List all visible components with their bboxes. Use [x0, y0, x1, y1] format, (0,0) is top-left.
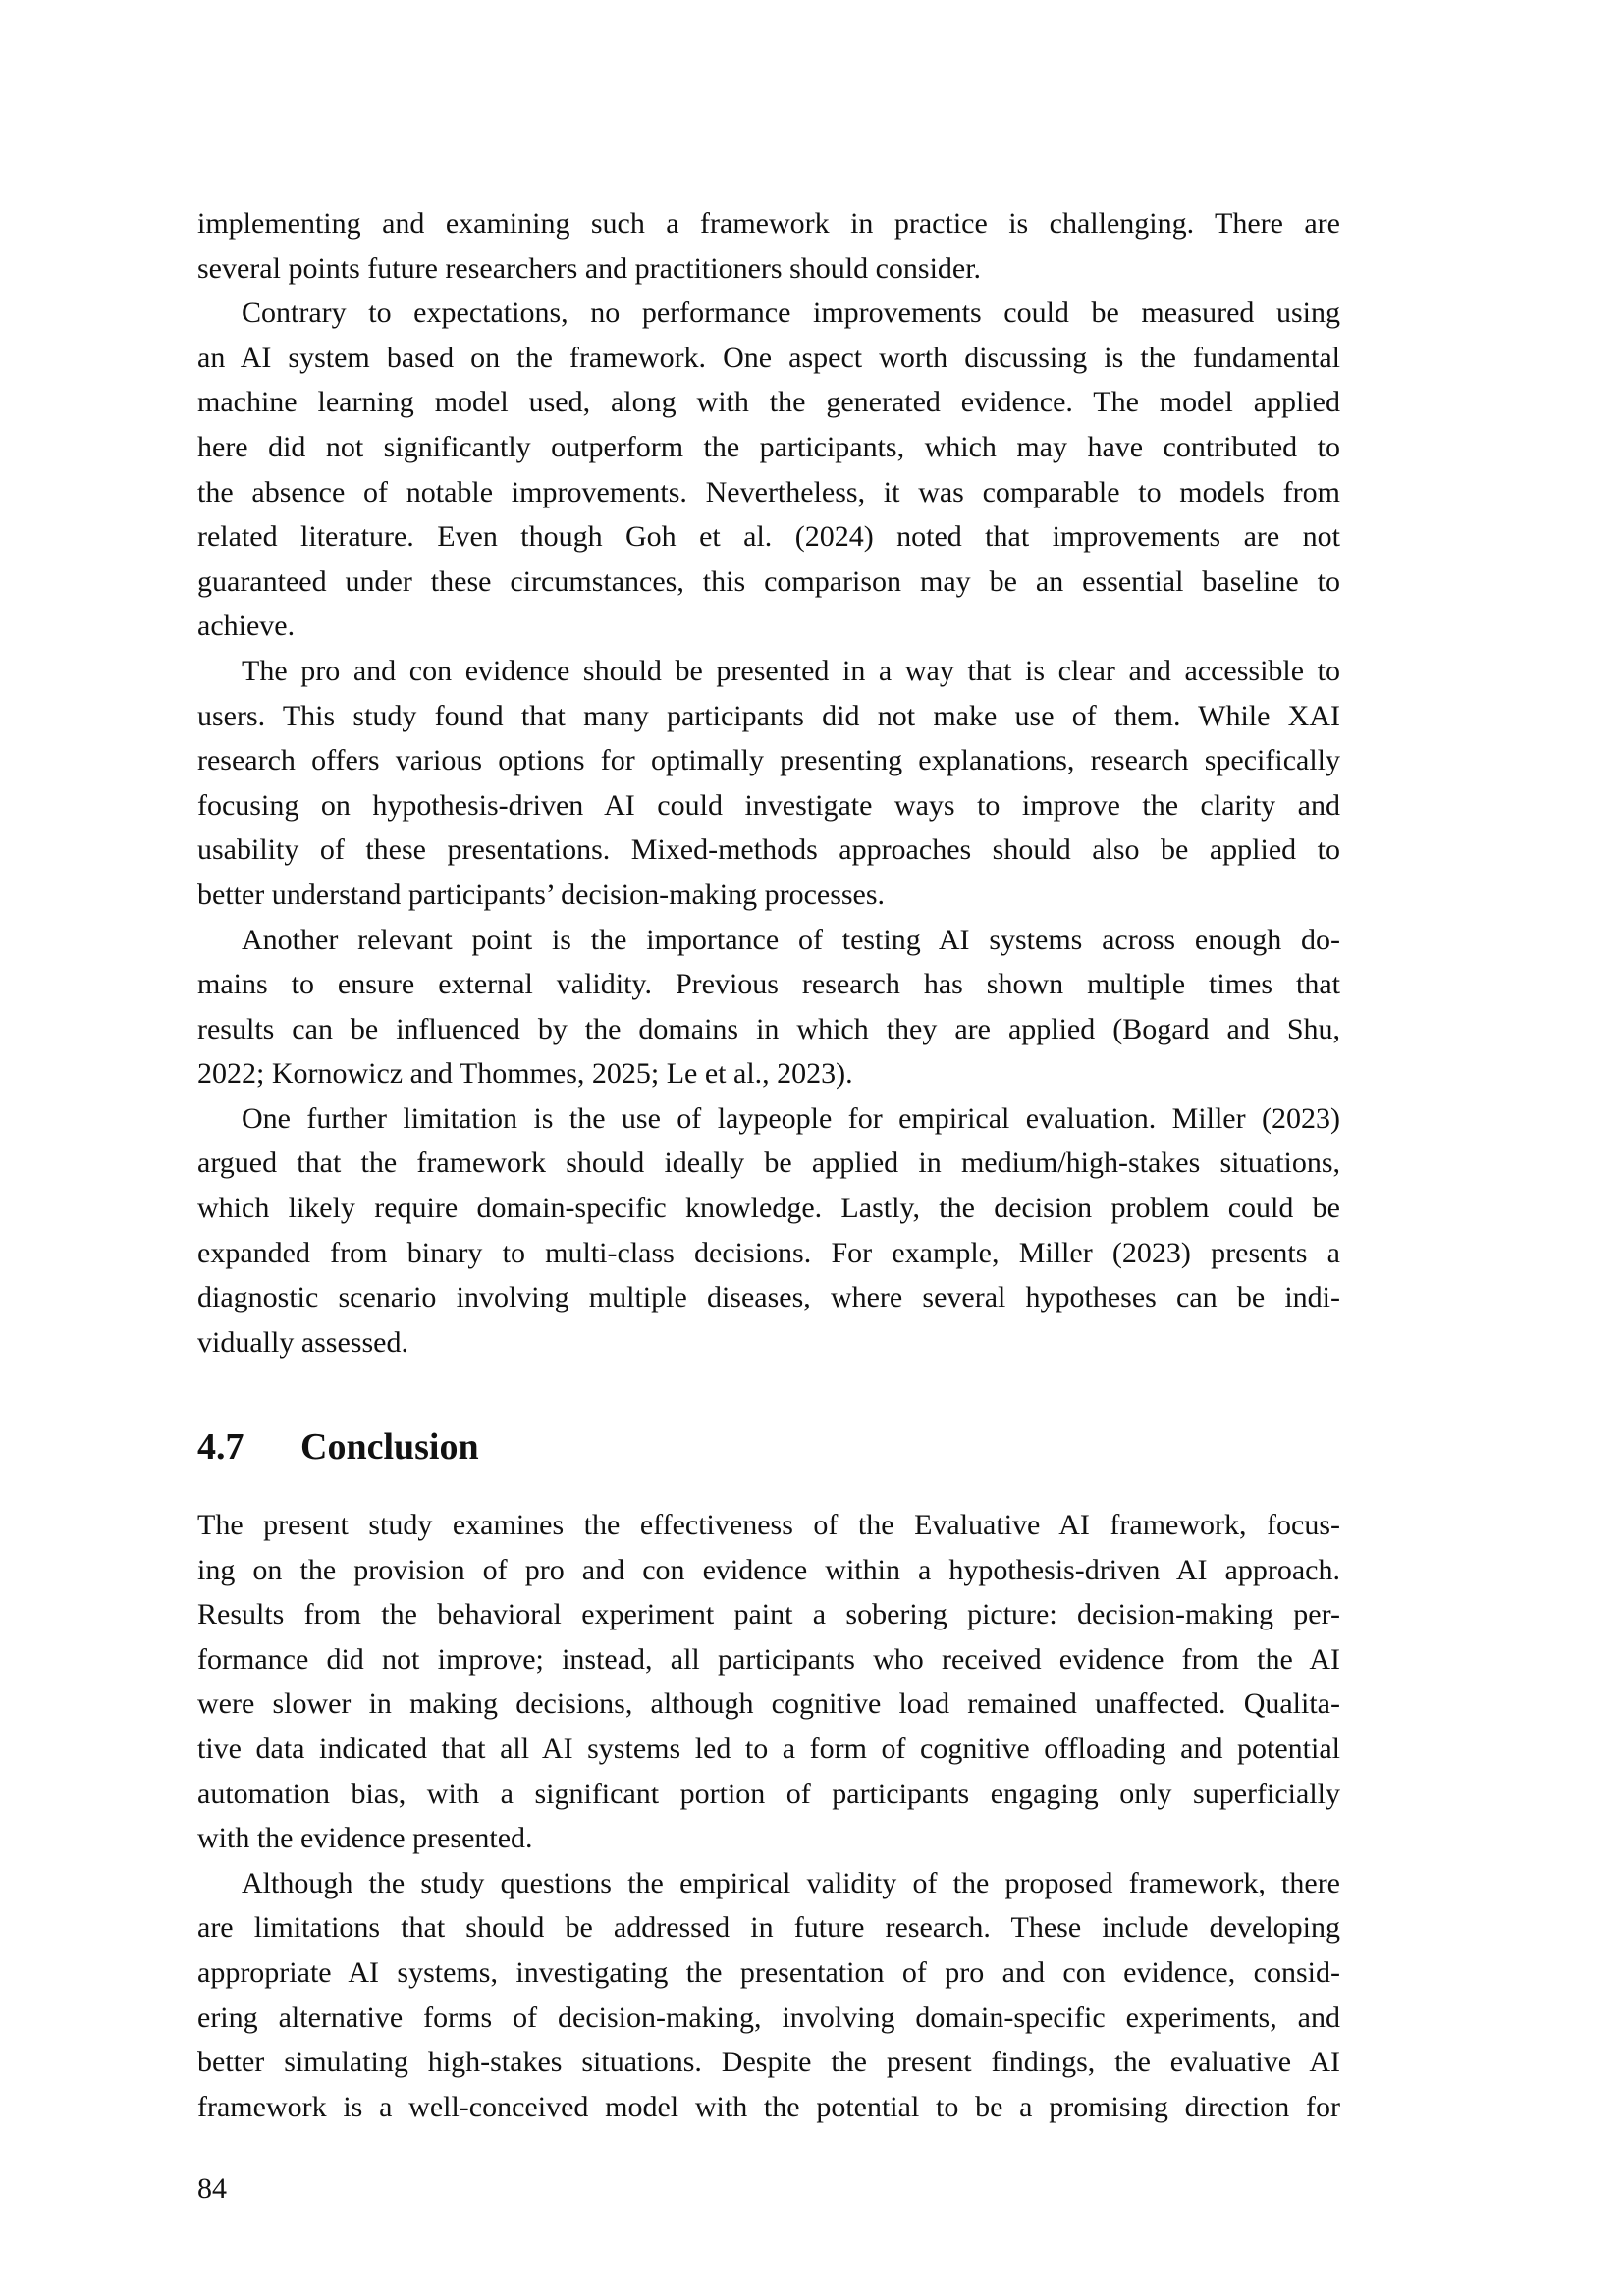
text-line: better understand participants’ decision-making processes. — [197, 878, 886, 911]
text-line: 2022; Kornowicz and Thommes, 2025; Le et al., 2023). — [197, 1057, 853, 1091]
section-heading — [197, 1423, 479, 1470]
text-line: Results from the behavioral experiment paint a sobering picture: decision-making per- — [197, 1598, 1340, 1631]
text-line: focusing on hypothesis-driven AI could investigate ways to improve the clarity and — [197, 788, 1340, 822]
text-line: ing on the provision of pro and con evidence within a hypothesis-driven AI approach. — [197, 1553, 1340, 1586]
text-line: with the evidence presented. — [197, 1822, 533, 1855]
text-line: results can be influenced by the domains in which they are applied (Bogard and Shu, — [197, 1012, 1340, 1045]
section-number: 4.7 — [197, 1426, 244, 1468]
paragraph — [197, 291, 1340, 649]
text-line: machine learning model used, along with the generated evidence. The model applied — [197, 386, 1340, 419]
text-line: which likely require domain-specific knowledge. Lastly, the decision problem could be — [197, 1192, 1340, 1225]
text-line: Although the study questions the empirical validity of the proposed framework, there — [242, 1866, 1340, 1899]
paragraph — [197, 918, 1340, 1096]
text-line: ering alternative forms of decision-making, involving domain-specific experiments, and — [197, 2001, 1340, 2034]
body-text-conclusion — [197, 1503, 1340, 2129]
text-line: expanded from binary to multi-class decisions. For example, Miller (2023) presents a — [197, 1236, 1340, 1269]
section-title: Conclusion — [300, 1426, 479, 1468]
text-line: better simulating high-stakes situations. Despite the present findings, the evaluative AI — [197, 2046, 1340, 2079]
page-number: 84 — [197, 2172, 227, 2205]
text-line: diagnostic scenario involving multiple diseases, where several hypotheses can be indi- — [197, 1281, 1340, 1314]
body-text-top — [197, 201, 1340, 1364]
text-line: usability of these presentations. Mixed-methods approaches should also be applied to — [197, 833, 1340, 867]
text-line: One further limitation is the use of laypeople for empirical evaluation. Miller (2023) — [242, 1101, 1340, 1135]
text-line: users. This study found that many participants did not make use of them. While XAI — [197, 699, 1340, 732]
text-line: vidually assessed. — [197, 1325, 408, 1359]
text-line: The present study examines the effectiveness of the Evaluative AI framework, focus- — [197, 1509, 1340, 1541]
text-line: are limitations that should be addressed in future research. These include developing — [197, 1911, 1340, 1945]
text-line: here did not significantly outperform the participants, which may have contributed to — [197, 430, 1340, 463]
text-line: appropriate AI systems, investigating the presentation of pro and con evidence, consid- — [197, 1955, 1340, 1989]
text-line: automation bias, with a significant portion of participants engaging only superficially — [197, 1777, 1340, 1810]
text-line: related literature. Even though Goh et al. (2024) noted that improvements are not — [197, 520, 1340, 554]
text-line: research offers various options for optimally presenting explanations, research specifically — [197, 744, 1340, 777]
paragraph — [197, 1861, 1340, 2130]
text-line: tive data indicated that all AI systems led to a form of cognitive offloading and potential — [197, 1732, 1340, 1765]
text-line: argued that the framework should ideally be applied in medium/high-stakes situations, — [197, 1147, 1340, 1180]
text-line: Another relevant point is the importance of testing AI systems across enough do- — [242, 923, 1340, 956]
text-line: mains to ensure external validity. Previous research has shown multiple times that — [197, 968, 1340, 1001]
paragraph — [197, 649, 1340, 918]
text-line: implementing and examining such a framework in practice is challenging. There are — [197, 207, 1340, 240]
text-line: the absence of notable improvements. Nevertheless, it was comparable to models from — [197, 475, 1340, 508]
text-line: framework is a well-conceived model with the potential to be a promising direction for — [197, 2090, 1340, 2123]
paragraph — [197, 201, 1340, 291]
text-line: The pro and con evidence should be presented in a way that is clear and accessible to — [242, 654, 1340, 687]
text-line: were slower in making decisions, although cognitive load remained unaffected. Qualita- — [197, 1687, 1340, 1721]
paragraph — [197, 1096, 1340, 1365]
text-line: Contrary to expectations, no performance improvements could be measured using — [242, 296, 1340, 330]
paragraph — [197, 1503, 1340, 1861]
text-line: an AI system based on the framework. One aspect worth discussing is the fundamental — [197, 341, 1340, 374]
text-line: several points future researchers and practitioners should consider. — [197, 251, 982, 285]
text-line: achieve. — [197, 610, 296, 643]
text-line: guaranteed under these circumstances, this comparison may be an essential baseline to — [197, 564, 1340, 598]
text-line: formance did not improve; instead, all participants who received evidence from the AI — [197, 1642, 1340, 1676]
